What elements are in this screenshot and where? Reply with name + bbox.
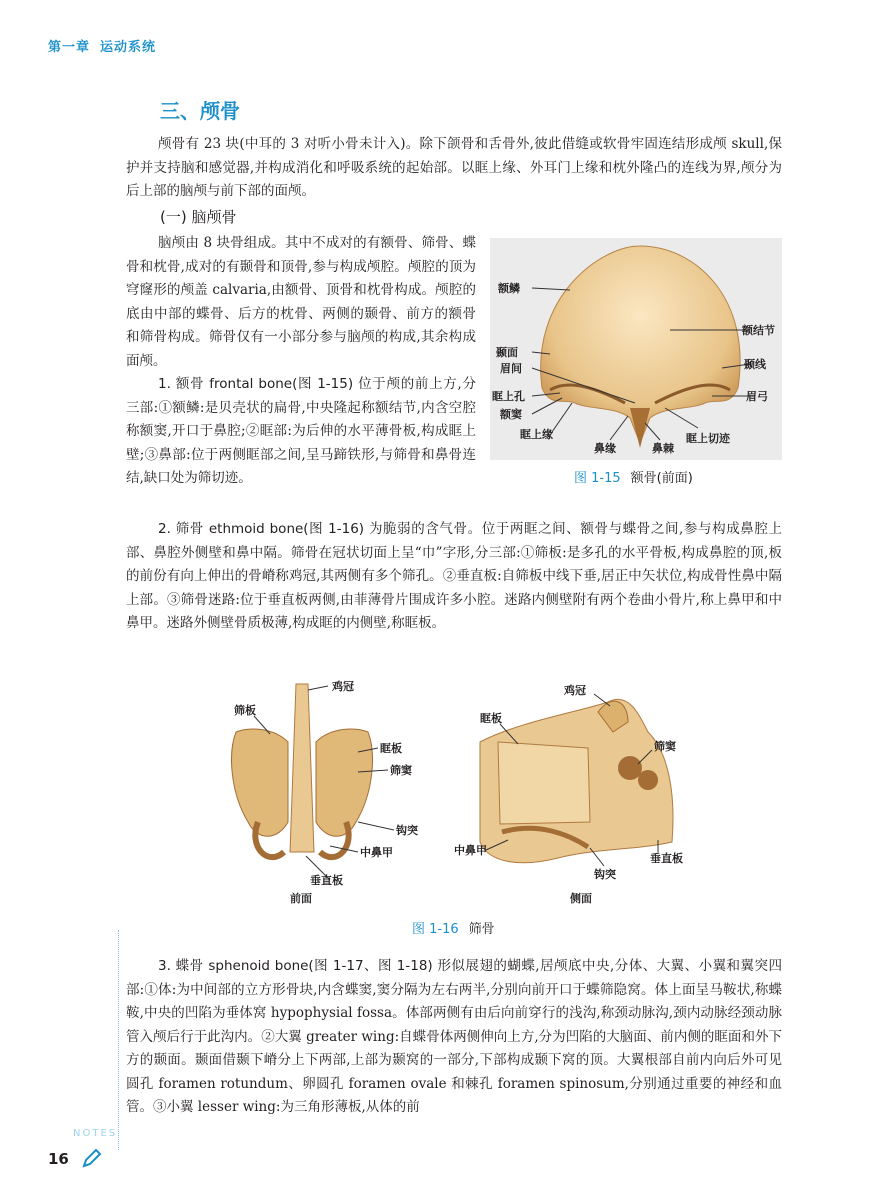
page-number: 16 — [48, 1150, 69, 1168]
figure-1-15 — [490, 238, 782, 460]
label-temporal-line: 颞线 — [744, 358, 766, 371]
side-label-uncinate-process: 钩突 — [594, 868, 616, 881]
label-glabella: 眉间 — [500, 362, 522, 375]
front-view-label: 前面 — [290, 892, 312, 905]
frontal-text: 位于颅的前上方,分三部:①额鳞:是贝壳状的扁骨,中央隆起称额结节,内含空腔称额窦,开口于鼻腔;②眶部:为后伸的水平薄骨板,构成眶上壁;③鼻部:位于两侧眶部之间,呈马蹄铁形,与筛骨和鼻骨连结,缺口处为筛切迹。 — [126, 376, 476, 486]
front-label-middle-concha: 中鼻甲 — [360, 846, 393, 859]
ethmoid-front-view — [232, 679, 418, 905]
sphenoid-paragraph — [126, 955, 782, 1120]
side-orbital-plate — [498, 742, 590, 824]
label-frontal-tuber: 额结节 — [742, 324, 775, 337]
front-label-perpendicular-plate: 垂直板 — [310, 874, 343, 887]
side-label-crista-galli: 鸡冠 — [564, 684, 586, 697]
label-supraorbital-foramen: 眶上孔 — [492, 390, 525, 403]
label-nasal-spine: 鼻棘 — [652, 442, 674, 455]
frontal-heading: 1. 额骨 frontal bone(图 1-15) — [158, 376, 354, 392]
subsection-title: (一) 脑颅骨 — [160, 208, 237, 226]
frontal-bone-illustration — [490, 238, 782, 460]
label-nasal-margin: 鼻缘 — [594, 442, 616, 455]
side-label-middle-concha: 中鼻甲 — [454, 844, 487, 857]
figure-1-16-caption — [412, 918, 495, 937]
label-superciliary-arch: 眉弓 — [746, 390, 768, 403]
label-supraorbital-margin: 眶上缘 — [520, 428, 553, 441]
front-label-cribriform-plate: 筛板 — [234, 704, 256, 717]
side-label-orbital-plate: 眶板 — [480, 712, 502, 725]
intro-paragraph: 颅骨有 23 块(中耳的 3 对听小骨未计入)。除下颌骨和舌骨外,彼此借缝或软骨牢固连结形成颅 skull,保护并支持脑和感觉器,并构成消化和呼吸系统的起始部。以眶上缘、外耳门上缘和枕外隆凸的连线为界,颅分为后上部的脑颅与前下部的面颅。 — [126, 136, 782, 199]
ethmoid-side-view — [454, 683, 683, 905]
figure-1-15-caption — [574, 467, 693, 486]
crista-galli-and-perpendicular-plate — [290, 684, 314, 852]
front-label-orbital-plate: 眶板 — [380, 742, 402, 755]
side-label-ethmoid-sinus: 筛窦 — [654, 740, 676, 753]
ethmoid-bone-illustration — [218, 672, 698, 908]
ethmoid-text: 为脆弱的含气骨。位于两眶之间、额骨与蝶骨之间,参与构成鼻腔上部、鼻腔外侧壁和鼻中隔。筛骨在冠状切面上呈“巾”字形,分三部:①筛板:是多孔的水平骨板,构成鼻腔的顶,板的前份有向上伸出的骨嵴称鸡冠,其两侧有多个筛孔。②垂直板:自筛板中线下垂,居正中矢状位,构成骨性鼻中隔上部。③筛骨迷路:位于垂直板两侧,由菲薄骨片围成许多小腔。迷路内侧壁附有两个卷曲小骨片,称上鼻甲和中鼻甲。迷路外侧壁骨质极薄,构成眶的内侧壁,称眶板。 — [126, 521, 782, 631]
notes-margin-line — [118, 930, 119, 1150]
chapter-title: 运动系统 — [100, 40, 157, 55]
front-label-uncinate-process: 钩突 — [396, 824, 418, 837]
cranium-paragraph: 脑颅由 8 块骨组成。其中不成对的有额骨、筛骨、蝶骨和枕骨,成对的有颞骨和顶骨,参与构成颅腔。颅腔的顶为穹窿形的颅盖 calvaria,由额骨、顶骨和枕骨构成。颅腔的底由中部的蝶骨、后方的枕骨、两侧的颞骨、前方的额骨和筛骨构成。筛骨仅有一小部分参与脑颅的构成,其余构成面颅。 — [126, 235, 476, 369]
label-squama: 额鳞 — [498, 282, 520, 295]
figure-1-16-number: 图 1-16 — [412, 922, 459, 937]
figure-1-16-title: 筛骨 — [468, 922, 495, 937]
label-frontal-sinus: 额窦 — [500, 408, 522, 421]
chapter-number: 第一章 — [48, 40, 91, 55]
ethmoid-heading: 2. 筛骨 ethmoid bone(图 1-16) — [158, 521, 365, 537]
front-label-ethmoid-sinus: 筛窦 — [390, 764, 412, 777]
section-title: 三、颅骨 — [160, 99, 240, 123]
running-head — [48, 36, 156, 55]
side-sinus-cell-2 — [638, 770, 658, 790]
figure-1-16 — [218, 672, 698, 908]
notes-label: NOTES — [73, 1128, 118, 1139]
figure-1-15-number: 图 1-15 — [574, 471, 621, 486]
left-labyrinth — [232, 729, 288, 836]
label-temporal-surface: 颞面 — [496, 346, 518, 359]
ethmoid-paragraph — [126, 518, 782, 636]
frontal-paragraph — [126, 373, 476, 491]
figure-1-15-title: 额骨(前面) — [630, 471, 693, 486]
sphenoid-heading: 3. 蝶骨 sphenoid bone(图 1-17、图 1-18) — [158, 958, 433, 974]
sphenoid-text: 形似展翅的蝴蝶,居颅底中央,分体、大翼、小翼和翼突四部:①体:为中间部的立方形骨块,内含蝶窦,窦分隔为左右两半,分别向前开口于蝶筛隐窝。体上面呈马鞍状,称蝶鞍,中央的凹陷为垂体窝 hypophysial fossa。体部两侧有由后向前穿行的浅沟,称颈动脉沟,颈内动脉经颈动脉管入颅后行于此沟内。②大翼 greater wing:自蝶骨体两侧伸向上方,分为凹陷的大脑面、前内侧的眶面和外下方的颞面。颞面借颞下嵴分上下两部,上部为颞窝的一部分,下部构成颞下窝的顶。大翼根部自前内向后外可见圆孔 foramen rotundum、卵圆孔 foramen ovale 和棘孔 foramen spinosum,分别通过重要的神经和血管。③小翼 lesser wing:为三角形薄板,从体的前 — [126, 958, 782, 1115]
label-supraorbital-notch: 眶上切迹 — [686, 432, 730, 445]
side-sinus-cell-1 — [618, 756, 642, 780]
right-labyrinth — [316, 729, 372, 836]
front-label-crista-galli: 鸡冠 — [332, 680, 354, 693]
pencil-icon — [80, 1146, 104, 1174]
side-label-perpendicular-plate: 垂直板 — [650, 852, 683, 865]
side-view-label: 侧面 — [570, 892, 592, 905]
